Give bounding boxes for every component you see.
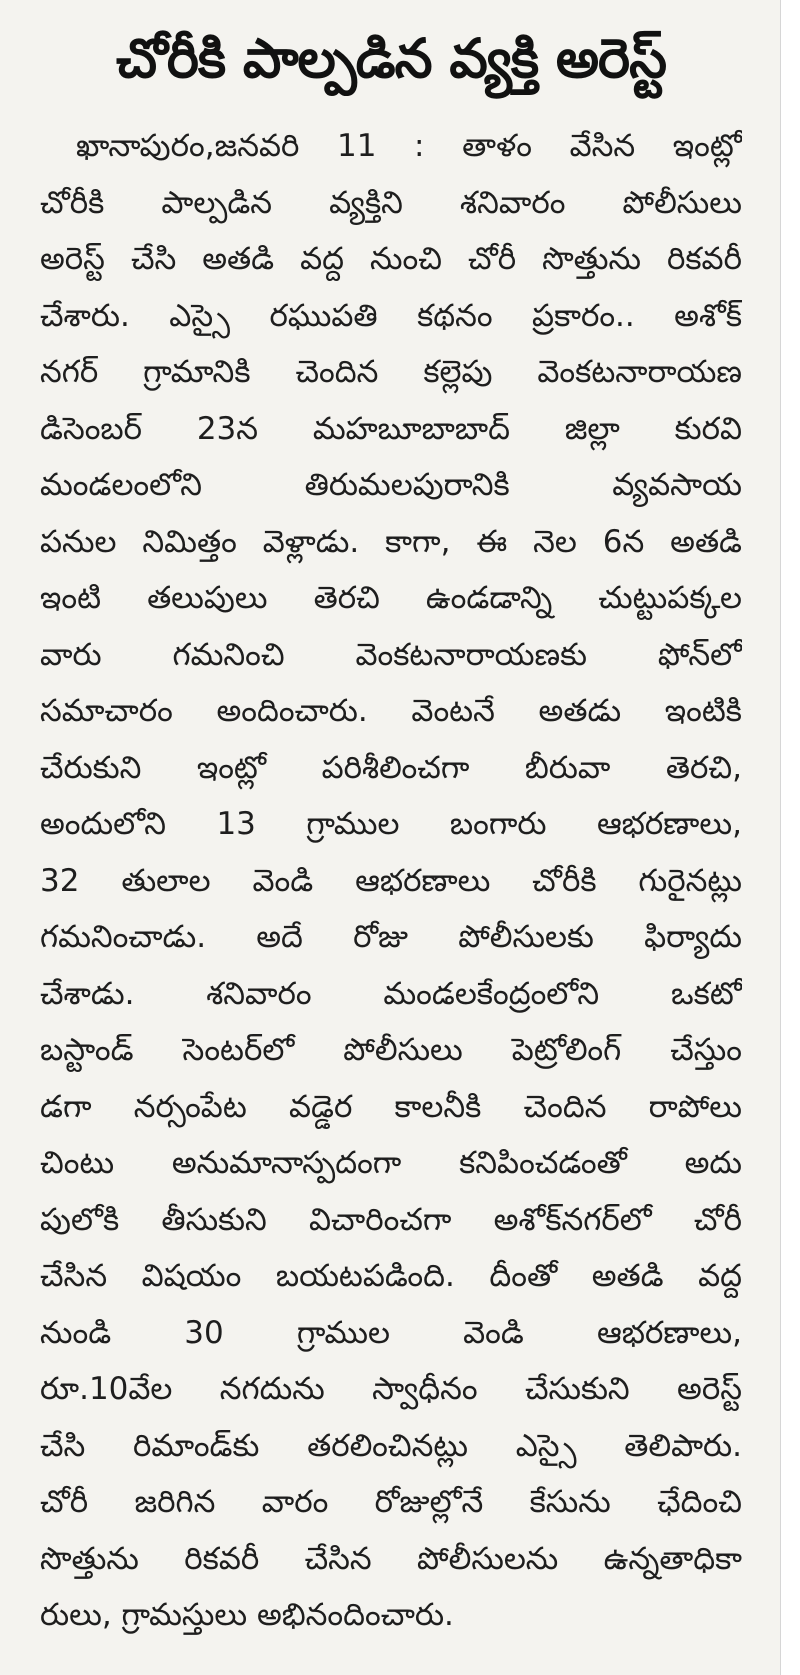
article-line: చింటు అనుమానాస్పదంగా కనిపించడంతో అదు xyxy=(40,1145,742,1181)
article-headline: చోరీకి పాల్పడిన వ్యక్తి అరెస్ట్ xyxy=(116,27,666,90)
article-line: డగా నర్సంపేట వడ్డెర కాలనీకి చెందిన రాపోలు xyxy=(40,1088,742,1125)
article-line: చేసి రిమాండ్‌కు తరలించినట్లు ఎస్సై తెలిపారు. xyxy=(40,1427,742,1464)
article-line: సమాచారం అందించారు. వెంటనే అతడు ఇంటికి xyxy=(40,693,742,729)
page-margin-strip xyxy=(780,0,800,1675)
article-line: నగర్ గ్రామానికి చెందిన కల్లెపు వెంకటనారాయణ xyxy=(40,354,742,390)
article-line: పులోకి తీసుకుని విచారించగా అశోక్‌నగర్‌లో చోరీ xyxy=(40,1201,742,1238)
article-body xyxy=(40,118,742,1644)
article-line: అందులోని 13 గ్రాముల బంగారు ఆభరణాలు, xyxy=(40,806,742,842)
article-line: ఖానాపురం,జనవరి 11 : తాళం వేసిన ఇంట్లో xyxy=(76,128,742,164)
article-line: బస్టాండ్ సెంటర్‌లో పోలీసులు పెట్రోలింగ్ చేస్తుం xyxy=(40,1032,742,1068)
article-line: డిసెంబర్ 23న మహబూబాబాద్ జిల్లా కురవి xyxy=(40,410,742,447)
article-line: గమనించాడు. అదే రోజు పోలీసులకు ఫిర్యాదు xyxy=(40,919,742,955)
article-line: రులు, గ్రామస్తులు అభినందించారు. xyxy=(40,1597,454,1633)
article-line: చేశారు. ఎస్సై రఘుపతి కథనం ప్రకారం.. అశోక్ xyxy=(40,297,742,334)
article-line: చోరీ జరిగిన వారం రోజుల్లోనే కేసును ఛేదించి xyxy=(40,1484,742,1520)
article-line: రూ.10వేల నగదును స్వాధీనం చేసుకుని అరెస్ట్ xyxy=(40,1371,742,1407)
article-line: అరెస్ట్ చేసి అతడి వద్ద నుంచి చోరీ సొత్తును రికవరీ xyxy=(40,241,742,277)
article-line: చేరుకుని ఇంట్లో పరిశీలించగా బీరువా తెరచి, xyxy=(40,749,742,786)
article-line: చేసిన విషయం బయటపడింది. దీంతో అతడి వద్ద xyxy=(40,1258,742,1294)
article-line: వారు గమనించి వెంకటనారాయణకు ఫోన్‌లో xyxy=(40,636,742,673)
article-line: ఇంటి తలుపులు తెరచి ఉండడాన్ని చుట్టుపక్కల xyxy=(40,580,742,616)
article-line: నుండి 30 గ్రాముల వెండి ఆభరణాలు, xyxy=(40,1314,742,1351)
article-line: చోరీకి పాల్పడిన వ్యక్తిని శనివారం పోలీసులు xyxy=(40,184,742,221)
article-line: 32 తులాల వెండి ఆభరణాలు చోరీకి గురైనట్లు xyxy=(40,862,742,899)
article-line: మండలంలోని తిరుమలపురానికి వ్యవసాయ xyxy=(40,467,742,503)
article-line: పనుల నిమిత్తం వెళ్లాడు. కాగా, ఈ నెల 6న అతడి xyxy=(40,523,742,560)
article-line: సొత్తును రికవరీ చేసిన పోలీసులను ఉన్నతాధికా xyxy=(40,1540,742,1577)
article-line: చేశాడు. శనివారం మండలకేంద్రంలోని ఒకటో xyxy=(40,975,742,1012)
